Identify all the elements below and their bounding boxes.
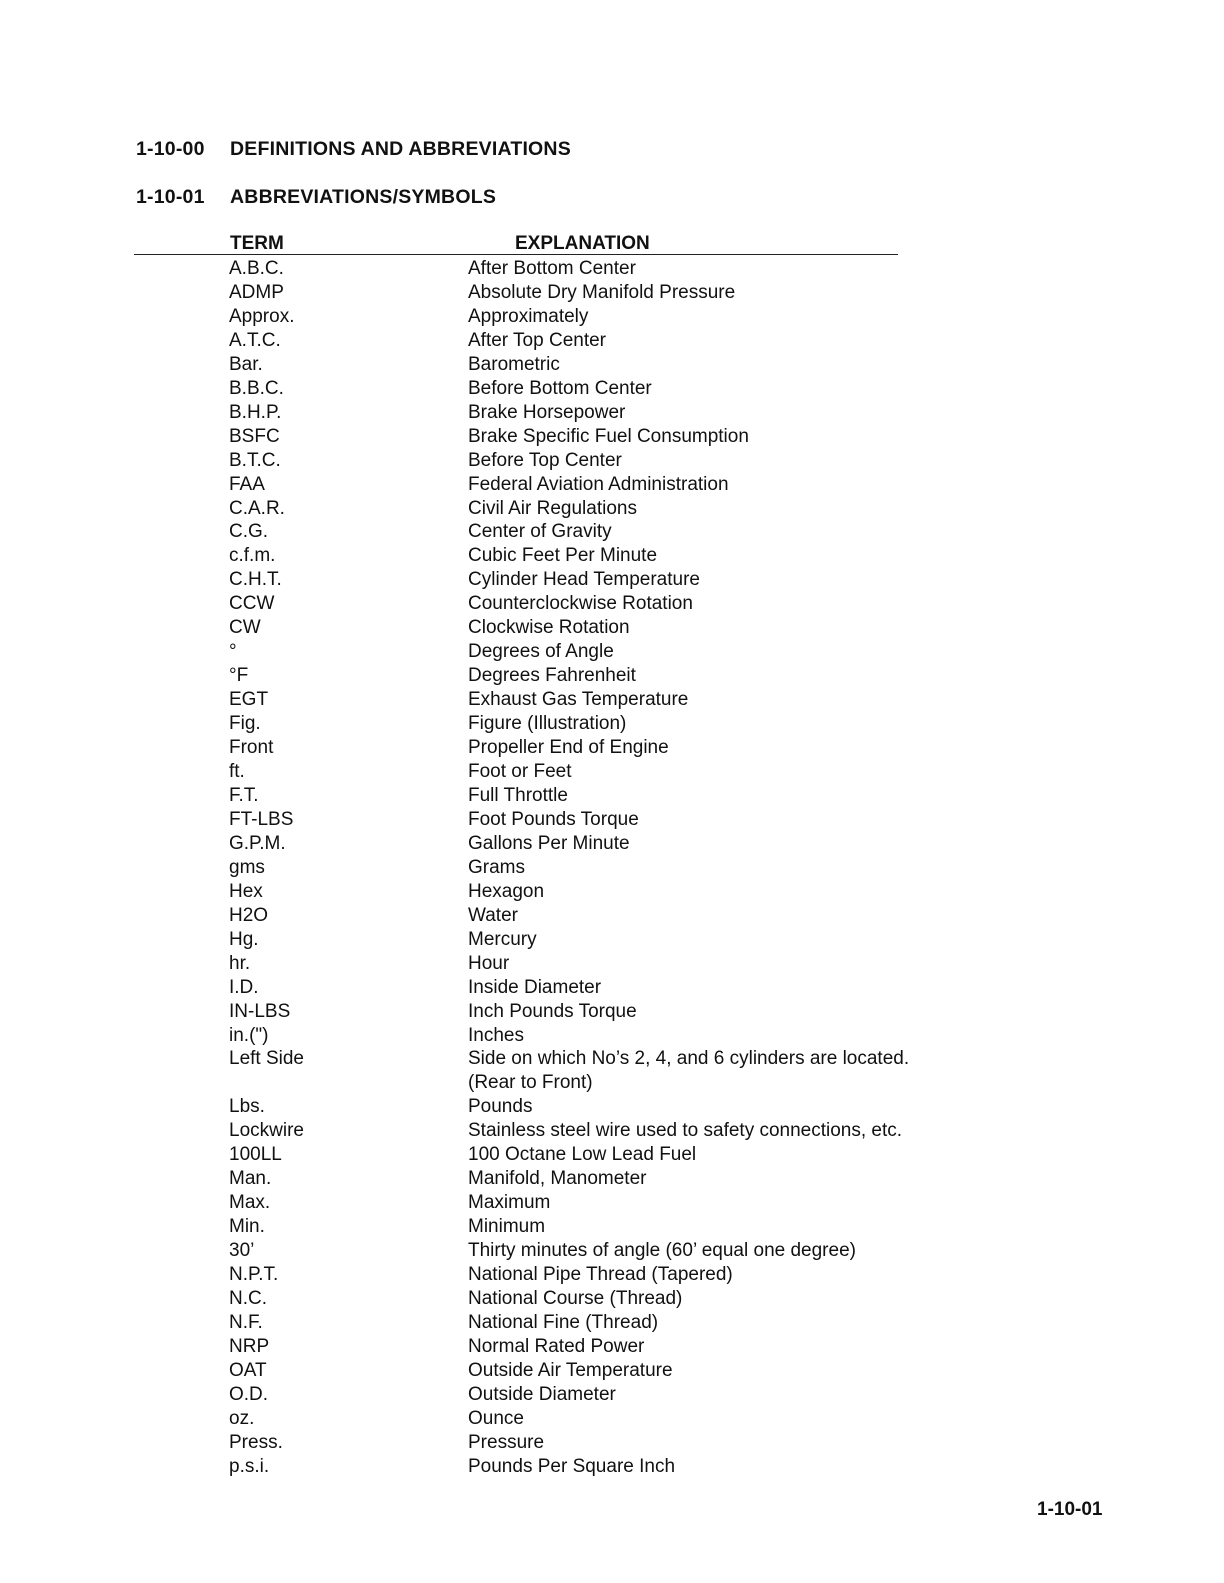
section-title: DEFINITIONS AND ABBREVIATIONS [230,138,571,160]
explanation-cell: Exhaust Gas Temperature [468,689,689,711]
term-cell: hr. [229,952,251,974]
explanation-cell: Center of Gravity [468,521,612,543]
explanation-cell: National Fine (Thread) [468,1311,659,1333]
explanation-cell: Clockwise Rotation [468,617,630,639]
table-row [0,616,1224,640]
table-row [0,568,1224,592]
table-row [0,1455,1224,1479]
term-cell: Approx. [229,305,295,327]
table-row [0,712,1224,736]
explanation-cell: Foot or Feet [468,761,572,783]
explanation-cell: Approximately [468,305,589,327]
term-cell: FAA [229,473,265,495]
term-cell: Fig. [229,713,261,735]
explanation-cell: Figure (Illustration) [468,713,627,735]
table-row [0,1335,1224,1359]
term-cell: 30’ [229,1240,255,1262]
table-row [0,688,1224,712]
term-cell: A.B.C. [229,258,284,279]
term-cell: c.f.m. [229,545,276,567]
explanation-cell: Propeller End of Engine [468,737,669,759]
table-row [0,808,1224,832]
explanation-cell: Counterclockwise Rotation [468,593,693,615]
explanation-cell: Outside Diameter [468,1383,616,1405]
explanation-cell: Grams [468,856,525,878]
explanation-cell: Maximum [468,1192,551,1214]
term-cell: Min. [229,1216,265,1238]
term-cell: C.G. [229,521,269,543]
term-cell: O.D. [229,1383,269,1405]
term-cell: B.H.P. [229,401,282,423]
table-row [0,473,1224,497]
table-row [0,1263,1224,1287]
explanation-cell: Before Bottom Center [468,377,652,399]
term-cell: CCW [229,593,275,615]
term-cell: BSFC [229,425,280,447]
term-cell: B.T.C. [229,449,281,471]
term-cell: N.C. [229,1287,267,1309]
explanation-cell: Cylinder Head Temperature [468,569,700,591]
term-column-header: TERM [230,233,284,254]
explanation-cell: Full Throttle [468,784,568,806]
explanation-cell: Federal Aviation Administration [468,473,729,495]
table-row [0,760,1224,784]
explanation-cell: National Course (Thread) [468,1287,683,1309]
table-row [0,353,1224,377]
table-row [0,1239,1224,1263]
table-row [0,1024,1224,1048]
term-cell: ft. [229,761,245,783]
explanation-cell: National Pipe Thread (Tapered) [468,1264,733,1286]
explanation-cell: 100 Octane Low Lead Fuel [468,1144,697,1166]
table-row [0,736,1224,760]
table-row [0,520,1224,544]
table-row [0,1311,1224,1335]
table-row [0,1047,1224,1095]
explanation-cell: Degrees Fahrenheit [468,665,636,687]
explanation-cell: Foot Pounds Torque [468,808,639,830]
term-cell: °F [229,665,249,687]
term-cell: C.A.R. [229,497,285,519]
table-row [0,1119,1224,1143]
table-row [0,257,1224,281]
term-cell: Press. [229,1431,283,1453]
term-cell: p.s.i. [229,1455,270,1477]
table-row [0,1287,1224,1311]
table-row [0,329,1224,353]
explanation-cell: Normal Rated Power [468,1335,645,1357]
term-cell: oz. [229,1407,255,1429]
subsection-title: ABBREVIATIONS/SYMBOLS [230,186,497,208]
explanation-cell: After Top Center [468,329,607,351]
explanation-cell: Pounds [468,1096,533,1118]
explanation-cell: Degrees of Angle [468,641,614,663]
table-row [0,1359,1224,1383]
term-cell: G.P.M. [229,832,286,854]
table-row [0,497,1224,521]
explanation-cell: Cubic Feet Per Minute [468,545,658,567]
section-heading [136,138,571,161]
table-row [0,1167,1224,1191]
table-row [0,1383,1224,1407]
term-cell: F.T. [229,784,259,806]
explanation-cell: Pressure [468,1431,545,1453]
term-cell: CW [229,617,261,639]
term-cell: Man. [229,1168,272,1190]
subsection-number: 1-10-01 [136,186,205,208]
explanation-cell: Inches [468,1024,524,1046]
term-cell: N.F. [229,1311,263,1333]
term-cell: FT-LBS [229,808,294,830]
term-cell: ADMP [229,281,284,303]
term-cell: N.P.T. [229,1264,279,1286]
table-row [0,305,1224,329]
table-row [0,976,1224,1000]
term-cell: A.T.C. [229,329,281,351]
explanation-cell: Brake Horsepower [468,401,626,423]
explanation-cell: Gallons Per Minute [468,832,630,854]
explanation-cell: Pounds Per Square Inch [468,1455,676,1477]
subsection-heading [136,186,496,209]
explanation-cell: Water [468,904,518,926]
term-cell: IN-LBS [229,1000,291,1022]
term-cell: Lbs. [229,1096,265,1118]
table-row [0,904,1224,928]
explanation-cell: Inch Pounds Torque [468,1000,637,1022]
table-row [0,1000,1224,1024]
explanation-cell: Before Top Center [468,449,622,471]
explanation-cell: Thirty minutes of angle (60’ equal one degree) [468,1240,856,1262]
explanation-cell: Ounce [468,1407,524,1429]
table-row [0,1191,1224,1215]
table-row [0,664,1224,688]
explanation-cell: After Bottom Center [468,258,636,279]
term-cell: gms [229,856,265,878]
table-row [0,377,1224,401]
table-row [0,928,1224,952]
explanation-cell: Stainless steel wire used to safety connections, etc. [468,1120,903,1142]
section-number: 1-10-00 [136,138,205,160]
table-row [0,640,1224,664]
term-cell: 100LL [229,1144,282,1166]
explanation-cell: Civil Air Regulations [468,497,637,519]
explanation-cell: Side on which No’s 2, 4, and 6 cylinders are located. (Rear to Front) [468,1048,910,1094]
table-row [0,592,1224,616]
explanation-cell: Brake Specific Fuel Consumption [468,425,749,447]
explanation-cell: Minimum [468,1216,546,1238]
explanation-cell: Manifold, Manometer [468,1168,647,1190]
term-cell: in.(") [229,1024,269,1046]
term-cell: EGT [229,689,269,711]
table-row [0,1407,1224,1431]
explanation-cell: Outside Air Temperature [468,1359,673,1381]
header-rule [134,254,898,255]
table-row [0,449,1224,473]
table-row [0,425,1224,449]
term-cell: H2O [229,904,269,926]
term-cell: Front [229,737,274,759]
table-row [0,832,1224,856]
table-row [0,880,1224,904]
page-number: 1-10-01 [1037,1499,1103,1520]
table-row [0,401,1224,425]
term-cell: Max. [229,1192,271,1214]
explanation-column-header: EXPLANATION [515,233,650,254]
table-row [0,952,1224,976]
explanation-cell: Inside Diameter [468,976,602,998]
term-cell: OAT [229,1359,267,1381]
abbreviations-table [0,257,1224,1479]
table-row [0,1143,1224,1167]
explanation-cell: Barometric [468,353,560,375]
explanation-cell: Absolute Dry Manifold Pressure [468,281,736,303]
table-row [0,784,1224,808]
term-cell: Lockwire [229,1120,304,1142]
term-cell: Hex [229,880,263,902]
term-cell: I.D. [229,976,259,998]
table-row [0,281,1224,305]
table-row [0,1095,1224,1119]
term-cell: Left Side [229,1048,304,1070]
table-row [0,1215,1224,1239]
table-row [0,544,1224,568]
term-cell: Hg. [229,928,259,950]
explanation-cell: Hour [468,952,510,974]
term-cell: Bar. [229,353,263,375]
term-cell: C.H.T. [229,569,282,591]
explanation-cell: Mercury [468,928,537,950]
table-row [0,1431,1224,1455]
term-cell: ° [229,641,237,663]
term-cell: NRP [229,1335,270,1357]
term-cell: B.B.C. [229,377,284,399]
table-row [0,856,1224,880]
explanation-cell: Hexagon [468,880,545,902]
